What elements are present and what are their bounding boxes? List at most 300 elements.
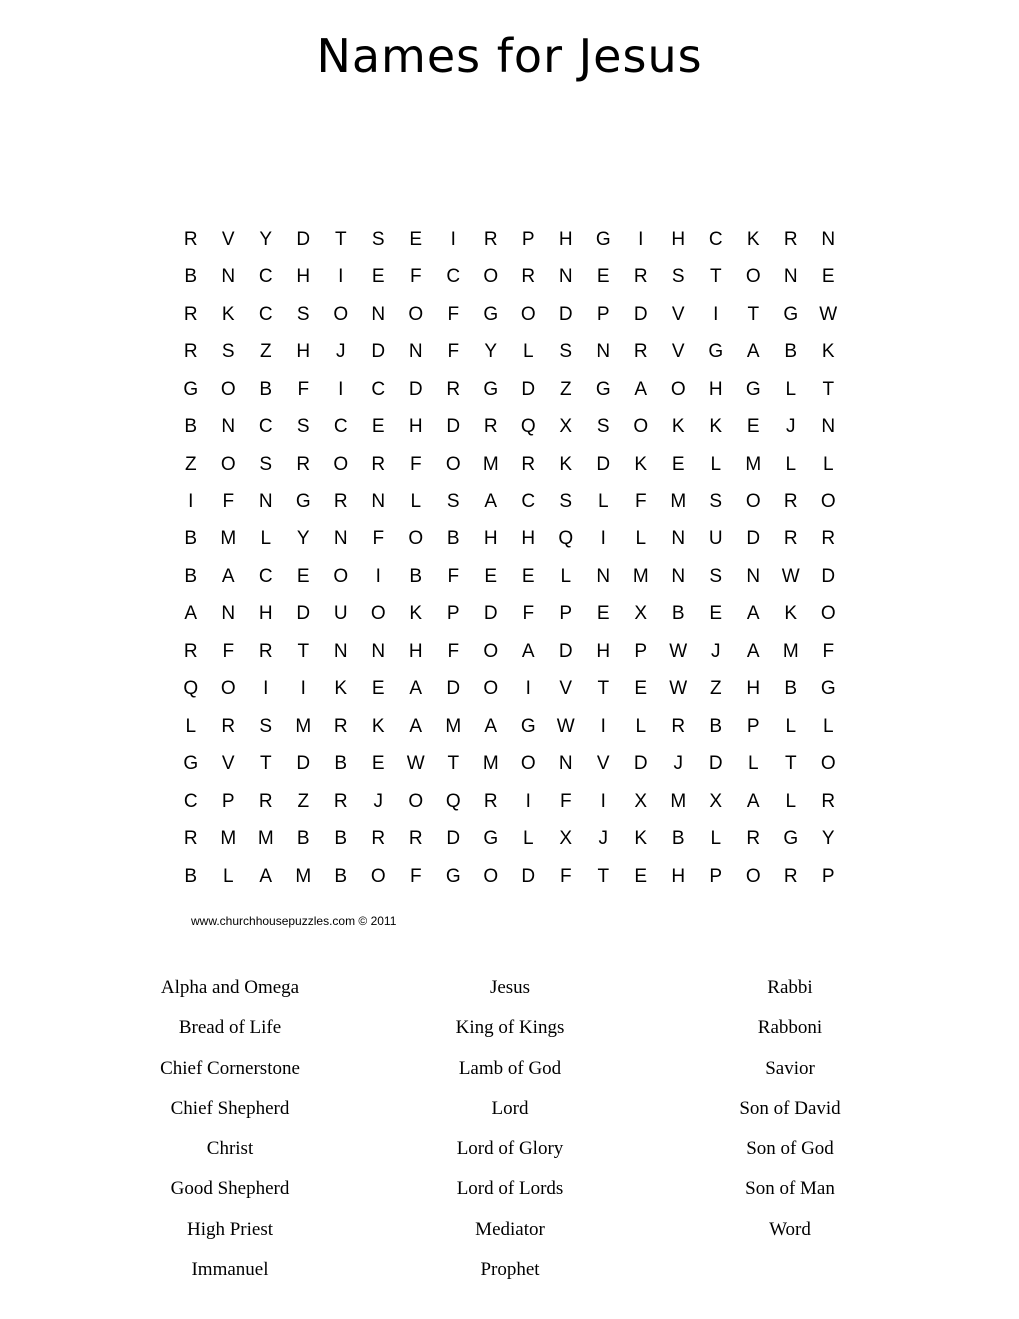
- grid-letter: R: [183, 228, 198, 250]
- grid-letter: K: [634, 453, 648, 475]
- grid-letter: X: [709, 790, 723, 812]
- grid-letter: Y: [296, 528, 310, 550]
- word-column: [90, 973, 370, 1295]
- grid-letter: D: [558, 640, 573, 662]
- grid-letter: N: [671, 565, 686, 587]
- grid-letter: X: [559, 828, 573, 850]
- word-item: Lord of Lords: [456, 1178, 564, 1200]
- grid-letter: R: [783, 528, 798, 550]
- grid-letter: D: [633, 753, 648, 775]
- grid-letter: O: [820, 491, 836, 513]
- word-item: Immanuel: [191, 1259, 269, 1281]
- grid-letter: G: [783, 303, 799, 325]
- grid-letter: I: [525, 790, 531, 812]
- grid-letter: T: [297, 640, 310, 662]
- word-item: Chief Shepherd: [170, 1097, 290, 1119]
- grid-letter: O: [220, 378, 236, 400]
- grid-letter: F: [447, 565, 460, 587]
- grid-letter: S: [259, 715, 273, 737]
- grid-letter: E: [409, 228, 423, 250]
- grid-letter: O: [483, 678, 499, 700]
- grid-letter: E: [371, 266, 385, 288]
- grid-letter: Q: [445, 790, 461, 812]
- word-item: Lamb of God: [458, 1057, 562, 1079]
- grid-letter: D: [821, 565, 836, 587]
- grid-row: [172, 821, 852, 858]
- grid-letter: D: [483, 603, 498, 625]
- grid-letter: O: [408, 303, 424, 325]
- grid-letter: T: [259, 753, 272, 775]
- grid-letter: H: [558, 228, 573, 250]
- grid-letter: V: [671, 303, 685, 325]
- grid-letter: F: [409, 865, 422, 887]
- grid-letter: V: [221, 753, 235, 775]
- grid-letter: G: [745, 378, 761, 400]
- grid-letter: R: [183, 828, 198, 850]
- grid-row: [172, 221, 852, 258]
- grid-letter: S: [371, 228, 385, 250]
- grid-letter: D: [296, 603, 311, 625]
- grid-letter: D: [371, 341, 386, 363]
- grid-letter: T: [334, 228, 347, 250]
- grid-letter: T: [709, 266, 722, 288]
- grid-letter: D: [408, 378, 423, 400]
- grid-letter: R: [258, 640, 273, 662]
- grid-letter: I: [263, 678, 269, 700]
- grid-letter: L: [635, 528, 647, 550]
- grid-letter: A: [746, 640, 760, 662]
- grid-letter: L: [597, 491, 609, 513]
- grid-letter: E: [371, 753, 385, 775]
- grid-letter: J: [673, 753, 683, 775]
- grid-letter: C: [446, 266, 461, 288]
- grid-letter: R: [183, 640, 198, 662]
- grid-letter: J: [373, 790, 383, 812]
- grid-letter: A: [484, 491, 498, 513]
- grid-letter: M: [782, 640, 799, 662]
- grid-letter: F: [522, 603, 535, 625]
- grid-letter: N: [783, 266, 798, 288]
- grid-letter: H: [483, 528, 498, 550]
- grid-letter: M: [670, 491, 687, 513]
- grid-letter: B: [784, 678, 798, 700]
- grid-letter: H: [671, 865, 686, 887]
- grid-letter: Y: [259, 228, 273, 250]
- grid-letter: W: [819, 303, 838, 325]
- grid-letter: N: [221, 416, 236, 438]
- grid-letter: G: [483, 828, 499, 850]
- grid-letter: F: [447, 303, 460, 325]
- grid-letter: R: [783, 491, 798, 513]
- grid-letter: X: [559, 416, 573, 438]
- grid-letter: R: [183, 341, 198, 363]
- grid-letter: C: [333, 416, 348, 438]
- grid-letter: R: [521, 266, 536, 288]
- grid-letter: H: [746, 678, 761, 700]
- grid-letter: V: [596, 753, 610, 775]
- grid-letter: O: [520, 303, 536, 325]
- grid-letter: N: [258, 491, 273, 513]
- grid-letter: H: [596, 640, 611, 662]
- grid-letter: O: [670, 378, 686, 400]
- grid-letter: K: [221, 303, 235, 325]
- grid-letter: C: [258, 565, 273, 587]
- grid-letter: W: [556, 715, 575, 737]
- grid-letter: K: [409, 603, 423, 625]
- grid-letter: B: [334, 753, 348, 775]
- grid-letter: O: [745, 491, 761, 513]
- word-item: Lord: [491, 1097, 529, 1119]
- grid-letter: R: [671, 715, 686, 737]
- grid-letter: F: [409, 266, 422, 288]
- grid-row: [172, 671, 852, 708]
- grid-letter: X: [634, 790, 648, 812]
- grid-letter: N: [596, 565, 611, 587]
- grid-letter: K: [559, 453, 573, 475]
- grid-letter: P: [559, 603, 573, 625]
- grid-letter: H: [521, 528, 536, 550]
- grid-letter: G: [820, 678, 836, 700]
- grid-letter: E: [371, 416, 385, 438]
- grid-letter: M: [745, 453, 762, 475]
- grid-letter: J: [598, 828, 608, 850]
- grid-letter: D: [596, 453, 611, 475]
- grid-letter: G: [595, 378, 611, 400]
- word-item: Savior: [765, 1057, 815, 1079]
- grid-letter: F: [372, 528, 385, 550]
- grid-letter: A: [221, 565, 235, 587]
- word-column: [370, 973, 650, 1295]
- grid-letter: S: [671, 266, 685, 288]
- grid-row: [172, 596, 852, 633]
- grid-letter: G: [483, 378, 499, 400]
- grid-letter: E: [596, 266, 610, 288]
- grid-letter: R: [183, 303, 198, 325]
- grid-letter: N: [821, 416, 836, 438]
- word-item: Chief Cornerstone: [160, 1057, 300, 1079]
- grid-letter: H: [296, 266, 311, 288]
- grid-letter: D: [446, 678, 461, 700]
- grid-letter: R: [221, 715, 236, 737]
- grid-letter: B: [709, 715, 723, 737]
- grid-letter: E: [634, 865, 648, 887]
- grid-letter: E: [746, 416, 760, 438]
- word-item: High Priest: [186, 1218, 274, 1240]
- grid-letter: O: [333, 565, 349, 587]
- grid-letter: B: [184, 865, 198, 887]
- grid-letter: C: [708, 228, 723, 250]
- grid-letter: L: [522, 828, 534, 850]
- grid-letter: P: [221, 790, 235, 812]
- grid-letter: L: [822, 715, 834, 737]
- grid-letter: C: [258, 416, 273, 438]
- grid-letter: B: [671, 603, 685, 625]
- grid-row: [172, 708, 852, 745]
- grid-letter: O: [408, 528, 424, 550]
- grid-letter: E: [484, 565, 498, 587]
- grid-row: [172, 408, 852, 445]
- grid-letter: I: [188, 491, 194, 513]
- grid-letter: P: [521, 228, 535, 250]
- grid-letter: G: [183, 378, 199, 400]
- grid-letter: U: [708, 528, 723, 550]
- grid-letter: H: [296, 341, 311, 363]
- grid-letter: B: [446, 528, 460, 550]
- grid-letter: R: [633, 341, 648, 363]
- grid-letter: N: [596, 341, 611, 363]
- grid-letter: F: [559, 865, 572, 887]
- grid-letter: O: [483, 640, 499, 662]
- grid-letter: R: [483, 228, 498, 250]
- letter-grid: [172, 221, 852, 895]
- grid-letter: D: [633, 303, 648, 325]
- grid-letter: O: [333, 303, 349, 325]
- grid-letter: M: [295, 715, 312, 737]
- grid-letter: O: [633, 416, 649, 438]
- grid-letter: O: [820, 603, 836, 625]
- grid-letter: F: [559, 790, 572, 812]
- grid-letter: M: [482, 453, 499, 475]
- grid-letter: O: [445, 453, 461, 475]
- grid-letter: I: [600, 715, 606, 737]
- grid-row: [172, 558, 852, 595]
- grid-letter: R: [446, 378, 461, 400]
- grid-letter: D: [521, 865, 536, 887]
- grid-letter: G: [783, 828, 799, 850]
- grid-letter: I: [450, 228, 456, 250]
- grid-letter: T: [747, 303, 760, 325]
- grid-letter: G: [295, 491, 311, 513]
- grid-letter: O: [333, 453, 349, 475]
- grid-letter: U: [333, 603, 348, 625]
- grid-letter: R: [333, 715, 348, 737]
- grid-letter: O: [820, 753, 836, 775]
- grid-letter: R: [483, 416, 498, 438]
- word-item: Mediator: [475, 1218, 545, 1240]
- grid-letter: B: [184, 528, 198, 550]
- grid-letter: M: [445, 715, 462, 737]
- grid-letter: D: [446, 828, 461, 850]
- grid-letter: M: [257, 828, 274, 850]
- grid-letter: F: [409, 453, 422, 475]
- grid-row: [172, 446, 852, 483]
- grid-letter: S: [559, 341, 573, 363]
- grid-letter: O: [408, 790, 424, 812]
- grid-letter: E: [371, 678, 385, 700]
- grid-letter: L: [822, 453, 834, 475]
- grid-letter: I: [300, 678, 306, 700]
- grid-letter: G: [483, 303, 499, 325]
- grid-letter: N: [821, 228, 836, 250]
- grid-letter: M: [632, 565, 649, 587]
- grid-letter: F: [222, 491, 235, 513]
- grid-letter: X: [634, 603, 648, 625]
- grid-letter: D: [746, 528, 761, 550]
- grid-letter: N: [558, 266, 573, 288]
- grid-letter: G: [595, 228, 611, 250]
- grid-letter: L: [785, 378, 797, 400]
- word-item: Son of Man: [745, 1178, 835, 1200]
- grid-letter: P: [596, 303, 610, 325]
- grid-letter: C: [183, 790, 198, 812]
- grid-letter: S: [221, 341, 235, 363]
- word-item: Christ: [206, 1138, 254, 1160]
- grid-letter: A: [409, 715, 423, 737]
- grid-letter: E: [671, 453, 685, 475]
- word-item: Bread of Life: [178, 1017, 282, 1039]
- grid-row: [172, 783, 852, 820]
- grid-letter: N: [371, 491, 386, 513]
- grid-letter: K: [334, 678, 348, 700]
- grid-letter: R: [258, 790, 273, 812]
- word-item: Son of God: [746, 1138, 834, 1160]
- grid-letter: W: [406, 753, 425, 775]
- grid-letter: M: [220, 828, 237, 850]
- grid-letter: J: [711, 640, 721, 662]
- grid-row: [172, 296, 852, 333]
- grid-letter: S: [259, 453, 273, 475]
- word-item: Rabboni: [757, 1017, 823, 1039]
- grid-letter: Q: [520, 416, 536, 438]
- grid-letter: B: [184, 416, 198, 438]
- grid-letter: Z: [559, 378, 572, 400]
- grid-letter: L: [635, 715, 647, 737]
- grid-letter: J: [786, 416, 796, 438]
- page-title: Names for Jesus: [316, 29, 703, 83]
- word-item: Rabbi: [767, 977, 813, 998]
- grid-letter: I: [600, 528, 606, 550]
- grid-letter: S: [559, 491, 573, 513]
- grid-letter: B: [259, 378, 273, 400]
- grid-letter: L: [560, 565, 572, 587]
- grid-letter: E: [296, 565, 310, 587]
- grid-row: [172, 258, 852, 295]
- grid-letter: D: [446, 416, 461, 438]
- grid-letter: B: [184, 565, 198, 587]
- grid-letter: O: [483, 865, 499, 887]
- grid-letter: M: [295, 865, 312, 887]
- grid-letter: I: [600, 790, 606, 812]
- grid-letter: B: [409, 565, 423, 587]
- grid-letter: S: [709, 491, 723, 513]
- grid-letter: L: [522, 341, 534, 363]
- grid-letter: R: [821, 528, 836, 550]
- grid-letter: D: [296, 753, 311, 775]
- grid-letter: H: [708, 378, 723, 400]
- grid-letter: R: [371, 828, 386, 850]
- grid-letter: Q: [183, 678, 199, 700]
- grid-letter: A: [746, 603, 760, 625]
- grid-letter: B: [334, 828, 348, 850]
- grid-letter: K: [671, 416, 685, 438]
- grid-letter: K: [784, 603, 798, 625]
- grid-letter: Z: [297, 790, 310, 812]
- grid-letter: K: [746, 228, 760, 250]
- grid-letter: O: [745, 266, 761, 288]
- grid-letter: A: [484, 715, 498, 737]
- grid-letter: O: [745, 865, 761, 887]
- grid-letter: P: [709, 865, 723, 887]
- grid-letter: F: [634, 491, 647, 513]
- word-column: [650, 973, 930, 1295]
- grid-letter: H: [671, 228, 686, 250]
- grid-letter: T: [597, 678, 610, 700]
- grid-letter: E: [596, 603, 610, 625]
- grid-letter: S: [709, 565, 723, 587]
- grid-letter: Z: [184, 453, 197, 475]
- grid-letter: L: [710, 453, 722, 475]
- grid-letter: K: [709, 416, 723, 438]
- grid-letter: V: [559, 678, 573, 700]
- grid-letter: K: [821, 341, 835, 363]
- grid-letter: H: [258, 603, 273, 625]
- grid-letter: R: [408, 828, 423, 850]
- word-list: [90, 973, 930, 1295]
- grid-letter: F: [447, 640, 460, 662]
- grid-letter: H: [408, 640, 423, 662]
- grid-letter: A: [184, 603, 198, 625]
- grid-letter: R: [633, 266, 648, 288]
- copyright-notice: www.churchhousepuzzles.com © 2011: [191, 914, 397, 928]
- grid-letter: D: [558, 303, 573, 325]
- grid-letter: O: [483, 266, 499, 288]
- grid-letter: C: [521, 491, 536, 513]
- grid-letter: M: [482, 753, 499, 775]
- grid-letter: A: [746, 341, 760, 363]
- grid-letter: I: [713, 303, 719, 325]
- grid-letter: B: [671, 828, 685, 850]
- grid-letter: Z: [709, 678, 722, 700]
- grid-letter: E: [709, 603, 723, 625]
- word-item: Jesus: [489, 977, 531, 998]
- grid-letter: I: [525, 678, 531, 700]
- grid-letter: I: [638, 228, 644, 250]
- grid-letter: B: [296, 828, 310, 850]
- grid-letter: R: [296, 453, 311, 475]
- grid-letter: R: [333, 491, 348, 513]
- grid-letter: L: [222, 865, 234, 887]
- grid-letter: M: [670, 790, 687, 812]
- grid-letter: R: [333, 790, 348, 812]
- grid-letter: T: [597, 865, 610, 887]
- grid-letter: N: [221, 266, 236, 288]
- grid-letter: J: [336, 341, 346, 363]
- grid-letter: O: [370, 603, 386, 625]
- word-item: King of Kings: [455, 1017, 565, 1039]
- grid-letter: V: [671, 341, 685, 363]
- grid-letter: S: [596, 416, 610, 438]
- grid-letter: L: [785, 790, 797, 812]
- grid-letter: L: [785, 453, 797, 475]
- grid-letter: F: [297, 378, 310, 400]
- grid-letter: K: [371, 715, 385, 737]
- grid-letter: Y: [484, 341, 498, 363]
- word-item: Word: [769, 1218, 811, 1240]
- grid-letter: G: [708, 341, 724, 363]
- grid-letter: S: [296, 303, 310, 325]
- grid-letter: G: [520, 715, 536, 737]
- grid-letter: A: [634, 378, 648, 400]
- grid-letter: A: [259, 865, 273, 887]
- grid-letter: R: [783, 228, 798, 250]
- grid-letter: C: [258, 266, 273, 288]
- grid-row: [172, 333, 852, 370]
- grid-letter: A: [521, 640, 535, 662]
- grid-letter: R: [483, 790, 498, 812]
- grid-letter: N: [221, 603, 236, 625]
- word-item: Lord of Glory: [456, 1138, 564, 1160]
- grid-row: [172, 746, 852, 783]
